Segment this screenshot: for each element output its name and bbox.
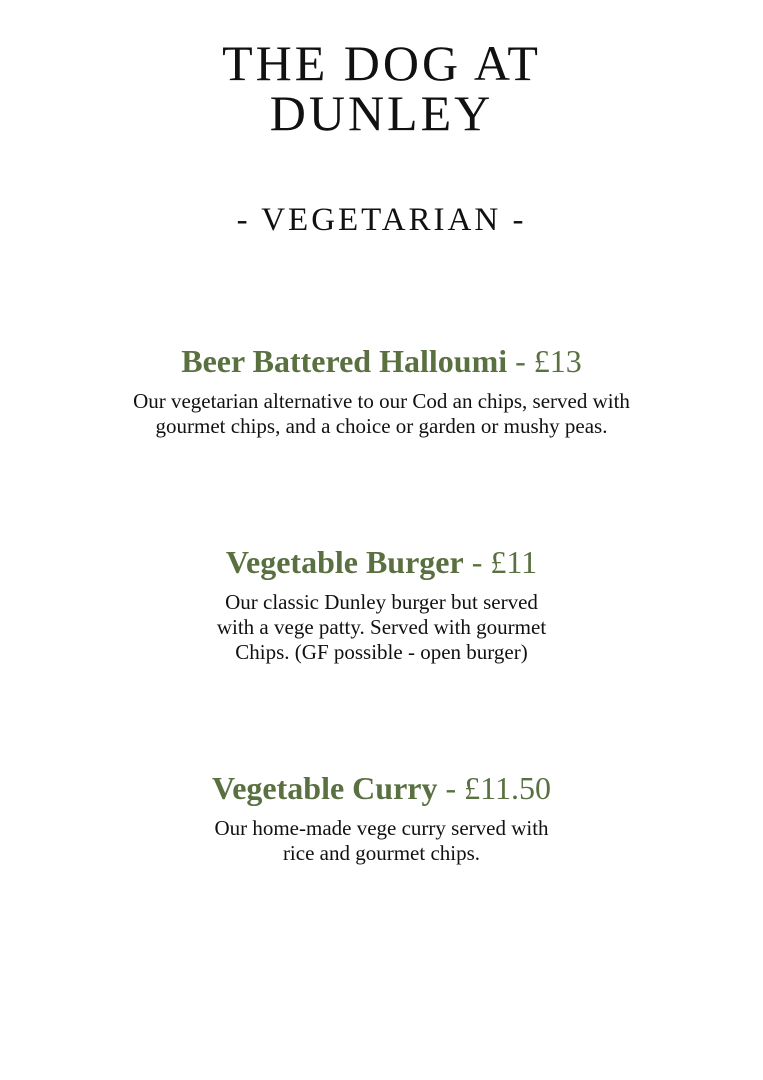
menu-item-description — [0, 816, 763, 866]
menu-item-separator: - — [463, 544, 491, 580]
description-line: Our classic Dunley burger but served — [225, 590, 538, 614]
description-line: Our vegetarian alternative to our Cod an chips, served with — [133, 389, 630, 413]
menu-item-separator: - — [507, 343, 534, 379]
title-line-2: DUNLEY — [269, 85, 494, 141]
menu-item-name: Vegetable Burger — [225, 544, 464, 580]
description-line: Our home-made vege curry served with — [214, 816, 549, 840]
menu-item-name: Vegetable Curry — [212, 770, 438, 806]
page-title — [0, 35, 763, 141]
menu-item-price: £11.50 — [464, 770, 551, 806]
menu-item-heading — [0, 341, 763, 381]
description-line: Chips. (GF possible - open burger) — [235, 640, 528, 664]
title-line-1: THE DOG AT — [222, 35, 541, 91]
section-heading: - VEGETARIAN - — [236, 202, 527, 238]
menu-item-heading — [0, 768, 763, 808]
menu-item-beer-battered-halloumi — [0, 341, 763, 439]
description-line: gourmet chips, and a choice or garden or mushy peas. — [155, 414, 608, 438]
menu-item-heading — [0, 542, 763, 582]
menu-item-description — [0, 389, 763, 439]
description-line: with a vege patty. Served with gourmet — [216, 615, 547, 639]
menu-item-description — [0, 590, 763, 665]
description-line: rice and gourmet chips. — [282, 841, 481, 865]
menu-item-name: Beer Battered Halloumi — [181, 343, 508, 379]
menu-item-price: £11 — [490, 544, 538, 580]
menu-item-vegetable-burger — [0, 542, 763, 665]
menu-item-price: £13 — [533, 343, 582, 379]
menu-item-separator: - — [437, 770, 465, 806]
menu-item-vegetable-curry — [0, 768, 763, 866]
